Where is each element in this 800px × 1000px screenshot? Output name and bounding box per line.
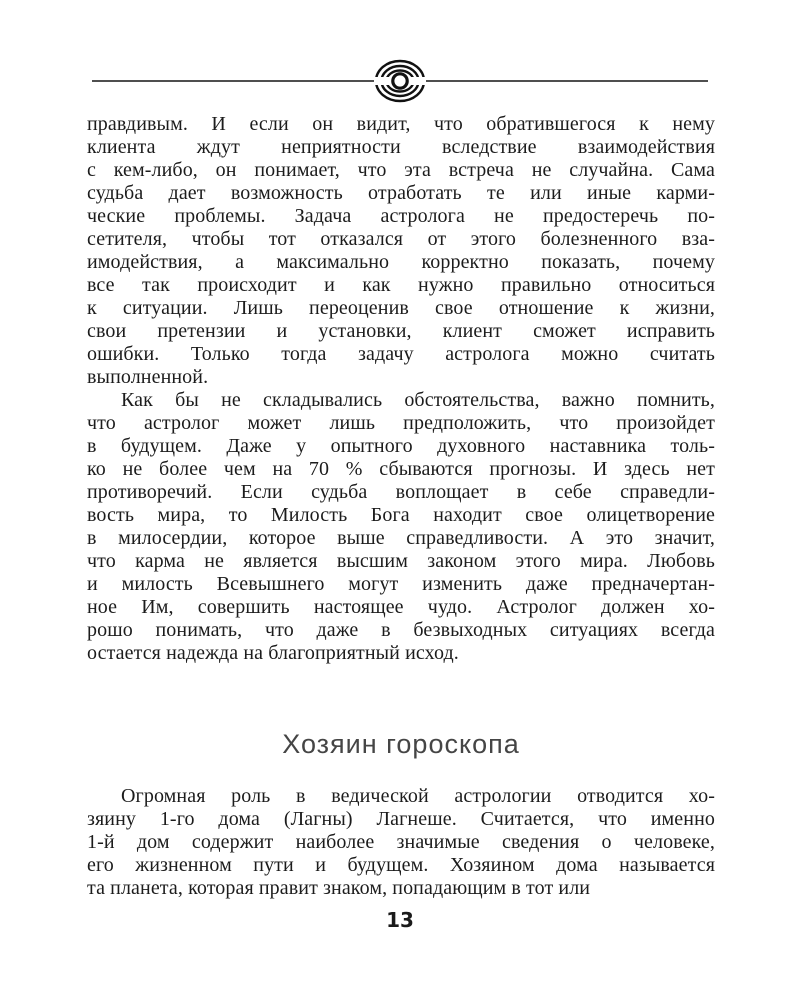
text-line: правдивым. И если он видит, что обратившегося к нему (87, 113, 715, 135)
text-line: ошибки. Только тогда задачу астролога можно считать (87, 343, 715, 365)
text-line: 1-й дом содержит наиболее значимые сведения о человеке, (87, 831, 715, 853)
text-line: судьба дает возможность отработать те или иные карми- (87, 182, 715, 204)
text-line: в милосердии, которое выше справедливости. А это значит, (87, 527, 715, 549)
text-line: его жизненном пути и будущем. Хозяином дома называется (87, 854, 715, 876)
page-text (87, 113, 715, 900)
concentric-rings-ornament-icon (374, 59, 426, 103)
text-line: с кем-либо, он понимает, что эта встреча не случайна. Сама (87, 159, 715, 181)
text-line: выполненной. (87, 366, 209, 388)
text-line: ческие проблемы. Задача астролога не предостеречь по- (87, 205, 715, 227)
body-paragraph-2 (87, 389, 715, 665)
text-line: и милость Всевышнего могут изменить даже предначертан- (87, 573, 715, 595)
text-line: рошо понимать, что даже в безвыходных ситуациях всегда (87, 619, 715, 641)
text-line: ное Им, совершить настоящее чудо. Астролог должен хо- (87, 596, 715, 618)
text-line: та планета, которая правит знаком, попадающим в тот или (87, 877, 591, 899)
body-paragraph-3 (87, 785, 715, 900)
text-line: остается надежда на благоприятный исход. (87, 642, 459, 664)
text-line: в будущем. Даже у опытного духовного наставника толь- (87, 435, 715, 457)
text-line: вость мира, то Милость Бога находит свое олицетворение (87, 504, 715, 526)
text-line: имодействия, а максимально корректно показать, почему (87, 251, 715, 273)
body-paragraph-1 (87, 113, 715, 389)
text-line: свои претензии и установки, клиент сможет исправить (87, 320, 715, 342)
text-line: Огромная роль в ведической астрологии отводится хо- (121, 785, 715, 807)
text-line: что карма не является высшим законом этого мира. Любовь (87, 550, 715, 572)
text-line: все так происходит и как нужно правильно относиться (87, 274, 715, 296)
text-line: противоречий. Если судьба воплощает в себе справедли- (87, 481, 715, 503)
text-line: сетителя, чтобы тот отказался от этого болезненного вза- (87, 228, 715, 250)
text-line: Как бы не складывались обстоятельства, важно помнить, (121, 389, 715, 411)
text-line: что астролог может лишь предположить, что произойдет (87, 412, 715, 434)
text-line: клиента ждут неприятности вследствие взаимодействия (87, 136, 715, 158)
text-line: зяину 1-го дома (Лагны) Лагнеше. Считается, что именно (87, 808, 715, 830)
text-line: ко не более чем на 70 % сбываются прогнозы. И здесь нет (87, 458, 715, 480)
text-line: к ситуации. Лишь переоценив свое отношение к жизни, (87, 297, 715, 319)
section-heading: Хозяин гороскопа (282, 729, 520, 759)
page-number: 13 (386, 908, 414, 932)
